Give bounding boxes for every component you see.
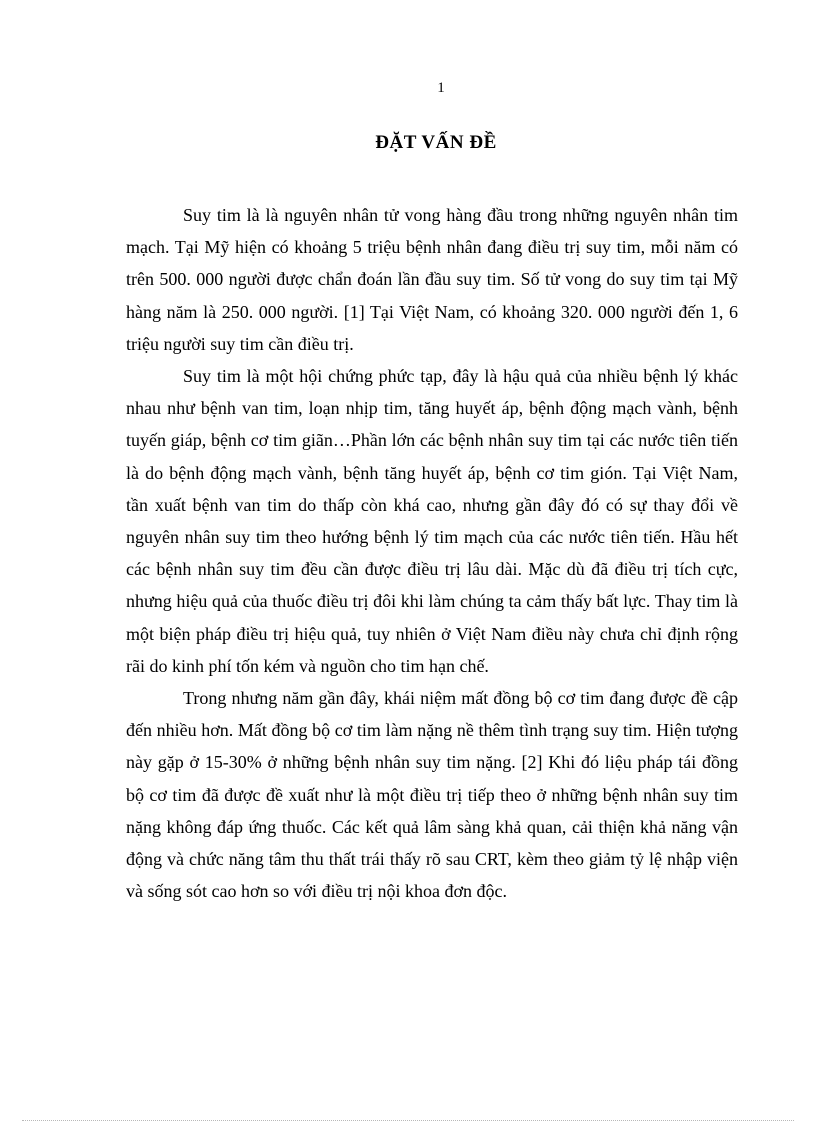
paragraph-1: Suy tim là là nguyên nhân tử vong hàng đầu trong những nguyên nhân tim mạch. Tại Mỹ hiện có khoảng 5 triệu bệnh nhân đang điều trị suy tim, mỗi năm có trên 500. 000 người được chẩn đoán lần đầu suy tim. Số tử vong do suy tim tại Mỹ hàng năm là 250. 000 người. [1] Tại Việt Nam, có khoảng 320. 000 người đến 1, 6 triệu người suy tim cần điều trị. <box>126 205 738 354</box>
paragraph-2: Suy tim là một hội chứng phức tạp, đây là hậu quả của nhiều bệnh lý khác nhau như bệnh van tim, loạn nhịp tim, tăng huyết áp, bệnh động mạch vành, bệnh tuyến giáp, bệnh cơ tim giãn…Phần lớn các bệnh nhân suy tim tại các nước tiên tiến là do bệnh động mạch vành, bệnh tăng huyết áp, bệnh cơ tim gión. Tại Việt Nam, tần xuất bệnh van tim do thấp còn khá cao, nhưng gần đây đó có sự thay đổi về nguyên nhân suy tim theo hướng bệnh lý tim mạch của các nước tiên tiến. Hầu hết các bệnh nhân suy tim đều cần được điều trị lâu dài. Mặc dù đã điều trị tích cực, nhưng hiệu quả của thuốc điều trị đôi khi làm chúng ta cảm thấy bất lực. Thay tim là một biện pháp điều trị hiệu quả, tuy nhiên ở Việt Nam điều này chưa chỉ định rộng rãi do kinh phí tốn kém và nguồn cho tim hạn chế. <box>126 366 738 676</box>
page-number: 1 <box>437 80 445 96</box>
page-bottom-divider <box>22 1120 794 1121</box>
document-body <box>126 199 738 907</box>
paragraph-3: Trong nhưng năm gần đây, khái niệm mất đồng bộ cơ tim đang được đề cập đến nhiều hơn. Mất đồng bộ cơ tim làm nặng nề thêm tình trạng suy tim. Hiện tượng này gặp ở 15-30% ở những bệnh nhân suy tim nặng. [2] Khi đó liệu pháp tái đồng bộ cơ tim đã được đề xuất như là một điều trị tiếp theo ở những bệnh nhân suy tim nặng không đáp ứng thuốc. Các kết quả lâm sàng khả quan, cải thiện khả năng vận động và chức năng tâm thu thất trái thấy rõ sau CRT, kèm theo giảm tỷ lệ nhập viện và sống sót cao hơn so với điều trị nội khoa đơn độc. <box>126 688 738 902</box>
page-title: ĐẶT VẤN ĐỀ <box>375 132 497 153</box>
